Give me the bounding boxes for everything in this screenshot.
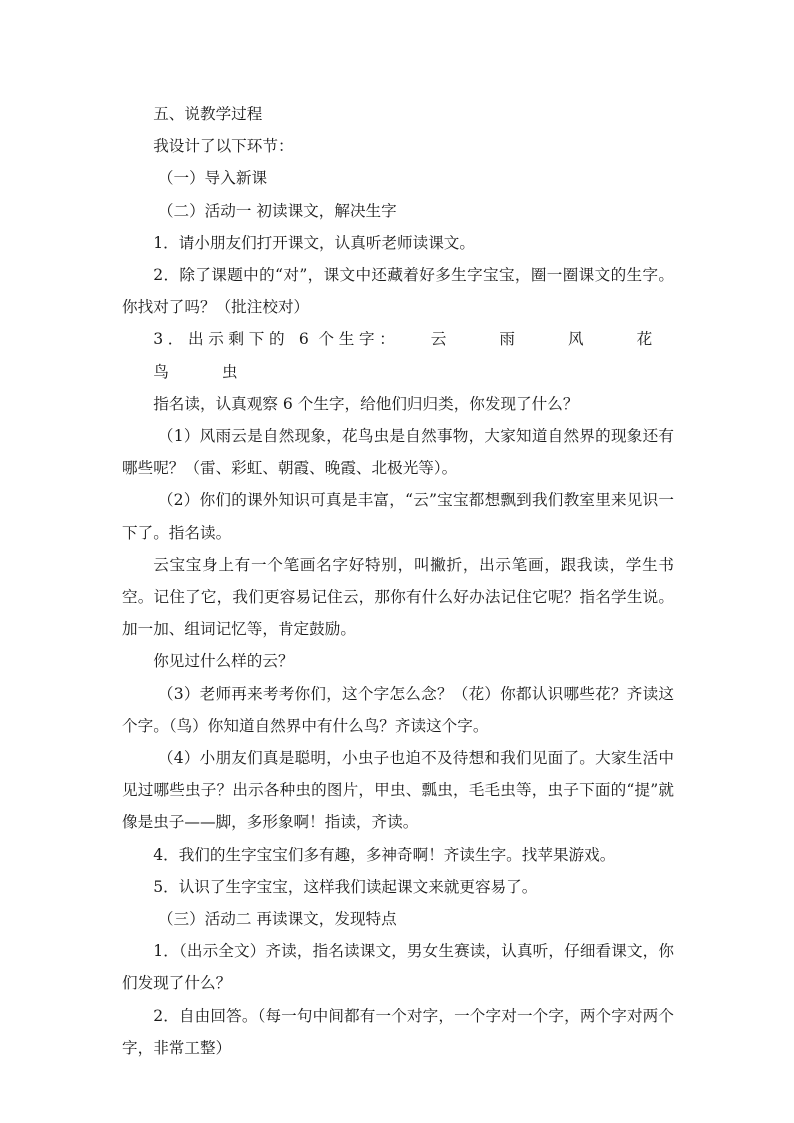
part-heading-2: （二）活动一 初读课文，解决生字 [157,201,397,220]
char-hua: 花 [636,330,653,349]
part-heading-1: （一）导入新课 [157,169,268,188]
sub-step-3: （3）老师再来考考你们，这个字怎么念？（花）你都认识哪些花？齐读这个字。（鸟）你知道自然界中有什么鸟？齐读这个字。 [122,684,674,735]
intro-line: 我设计了以下环节： [153,137,294,156]
step-4: 4．我们的生字宝宝们多有趣，多神奇啊！齐读生字。找苹果游戏。 [153,845,616,864]
char-yun: 云 [430,330,447,349]
step-5: 5．认识了生字宝宝，这样我们读起课文来就更容易了。 [153,877,538,896]
cloud-paragraph: 云宝宝身上有一个笔画名字好特别，叫撇折，出示笔画，跟我读，学生书空。记住了它，我们更容易记住云，那你有什么好办法记住它呢？指名学生说。加一加、组词记忆等，肯定鼓励。 [122,555,674,639]
char-chong: 虫 [221,362,238,381]
step-3 [122,323,674,387]
cloud-question: 你见过什么样的云？ [153,652,294,671]
step-3-prefix: 3．出示剩下的 6 个生字： [153,330,400,349]
step-7: 2．自由回答。（每一句中间都有一个对字，一个字对一个字，两个字对两个字，非常工整） [122,1006,674,1057]
part-heading-3: （三）活动二 再读课文，发现特点 [157,910,397,929]
step-2: 2．除了课题中的“对”，课文中还藏着好多生字宝宝，圈一圈课文的生字。你找对了吗？（批注校对） [122,266,674,317]
section-title: 五、说教学过程 [153,105,263,123]
step-6: 1．（出示全文）齐读，指名读课文，男女生赛读，认真听，仔细看课文，你们发现了什么？ [122,942,674,993]
char-feng: 风 [567,330,584,349]
document-page [122,98,674,1064]
char-yu: 雨 [499,330,515,349]
sub-step-1: （1）风雨云是自然现象，花鸟虫是自然事物，大家知道自然界的现象还有哪些呢？（雷、彩虹、朝霞、晚霞、北极光等）。 [122,427,674,478]
step-3-follow: 指名读，认真观察 6 个生字，给他们归归类，你发现了什么？ [153,394,579,413]
step-1: 1．请小朋友们打开课文，认真听老师读课文。 [153,233,475,252]
char-niao: 鸟 [153,362,169,381]
sub-step-2: （2）你们的课外知识可真是丰富，“云”宝宝都想飘到我们教室里来见识一下了。指名读。 [122,491,674,542]
sub-step-4: （4）小朋友们真是聪明，小虫子也迫不及待想和我们见面了。大家生活中见过哪些虫子？出示各种虫的图片，甲虫、瓢虫，毛毛虫等，虫子下面的“提”就像是虫子——脚，多形象啊！指读，齐读。 [122,749,674,832]
